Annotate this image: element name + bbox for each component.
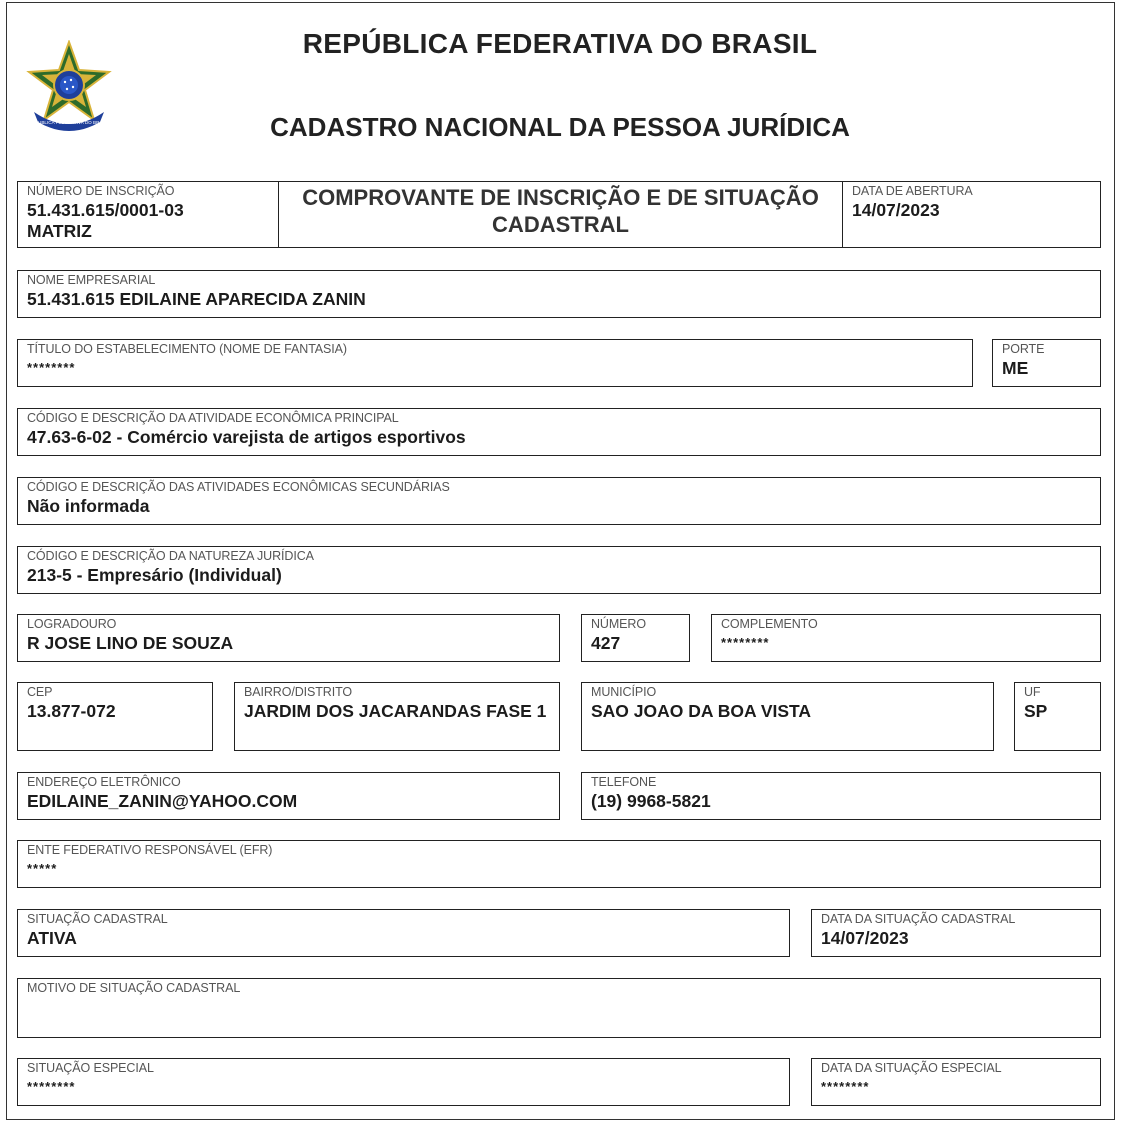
email-value: EDILAINE_ZANIN@YAHOO.COM xyxy=(27,791,298,811)
atividades-secundarias-box xyxy=(17,477,1101,525)
atividade-principal-label: CÓDIGO E DESCRIÇÃO DA ATIVIDADE ECONÔMICA PRINCIPAL xyxy=(27,411,399,425)
inscricao-label: NÚMERO DE INSCRIÇÃO xyxy=(27,184,175,198)
complemento-value: ******** xyxy=(721,635,770,650)
situacao-especial-value: ******** xyxy=(27,1079,76,1094)
document-title-line2: CADASTRAL xyxy=(492,212,629,237)
municipio-value: SAO JOAO DA BOA VISTA xyxy=(591,701,812,721)
inscricao-box xyxy=(17,181,279,248)
telefone-label: TELEFONE xyxy=(591,775,657,789)
telefone-box xyxy=(581,772,1101,820)
data-situacao-cadastral-box xyxy=(811,909,1101,957)
email-label: ENDEREÇO ELETRÔNICO xyxy=(27,775,181,789)
abertura-value: 14/07/2023 xyxy=(852,200,940,220)
email-box xyxy=(17,772,560,820)
situacao-especial-label: SITUAÇÃO ESPECIAL xyxy=(27,1061,154,1075)
situacao-cadastral-label: SITUAÇÃO CADASTRAL xyxy=(27,912,168,926)
emblem-ribbon-text: REPUBLICA FEDERATIVA DO BRASIL xyxy=(28,120,110,125)
bairro-label: BAIRRO/DISTRITO xyxy=(244,685,353,699)
nome-empresarial-label: NOME EMPRESARIAL xyxy=(27,273,156,287)
atividades-secundarias-label: CÓDIGO E DESCRIÇÃO DAS ATIVIDADES ECONÔMICAS SECUNDÁRIAS xyxy=(27,480,450,494)
municipio-label: MUNICÍPIO xyxy=(591,685,657,699)
natureza-juridica-value: 213-5 - Empresário (Individual) xyxy=(27,565,282,585)
cep-box xyxy=(17,682,213,751)
motivo-situacao-box xyxy=(17,978,1101,1038)
atividade-principal-value: 47.63-6-02 - Comércio varejista de artigos esportivos xyxy=(27,427,466,447)
motivo-situacao-label: MOTIVO DE SITUAÇÃO CADASTRAL xyxy=(27,981,241,995)
titulo-estabelecimento-label: TÍTULO DO ESTABELECIMENTO (NOME DE FANTASIA) xyxy=(27,342,347,356)
document-title-box xyxy=(278,181,843,248)
uf-value: SP xyxy=(1024,701,1048,721)
data-situacao-especial-box xyxy=(811,1058,1101,1106)
porte-value: ME xyxy=(1002,358,1029,378)
atividade-principal-box xyxy=(17,408,1101,456)
efr-value: ***** xyxy=(27,861,58,876)
porte-label: PORTE xyxy=(1002,342,1045,356)
cnpj-value: 51.431.615/0001-03 xyxy=(27,200,184,220)
nome-empresarial-value: 51.431.615 EDILAINE APARECIDA ZANIN xyxy=(27,289,366,309)
complemento-box xyxy=(711,614,1101,662)
natureza-juridica-label: CÓDIGO E DESCRIÇÃO DA NATUREZA JURÍDICA xyxy=(27,549,314,563)
titulo-estabelecimento-box xyxy=(17,339,973,387)
data-situacao-especial-value: ******** xyxy=(821,1079,870,1094)
telefone-value: (19) 9968-5821 xyxy=(591,791,711,811)
bairro-value: JARDIM DOS JACARANDAS FASE 1 xyxy=(244,701,547,721)
uf-label: UF xyxy=(1024,685,1041,699)
titulo-estabelecimento-value: ******** xyxy=(27,360,76,375)
logradouro-value: R JOSE LINO DE SOUZA xyxy=(27,633,234,653)
uf-box xyxy=(1014,682,1101,751)
complemento-label: COMPLEMENTO xyxy=(721,617,818,631)
atividades-secundarias-value: Não informada xyxy=(27,496,150,516)
porte-box xyxy=(992,339,1101,387)
efr-label: ENTE FEDERATIVO RESPONSÁVEL (EFR) xyxy=(27,843,273,857)
nome-empresarial-box xyxy=(17,270,1101,318)
data-situacao-especial-label: DATA DA SITUAÇÃO ESPECIAL xyxy=(821,1061,1002,1075)
situacao-cadastral-box xyxy=(17,909,790,957)
matriz-value: MATRIZ xyxy=(27,221,92,241)
municipio-box xyxy=(581,682,994,751)
bairro-box xyxy=(234,682,560,751)
document-title xyxy=(279,184,842,238)
efr-box xyxy=(17,840,1101,888)
country-title: REPÚBLICA FEDERATIVA DO BRASIL xyxy=(302,28,818,59)
registry-title: CADASTRO NACIONAL DA PESSOA JURÍDICA xyxy=(270,112,850,142)
situacao-especial-box xyxy=(17,1058,790,1106)
numero-label: NÚMERO xyxy=(591,617,646,631)
cep-label: CEP xyxy=(27,685,53,699)
abertura-box xyxy=(842,181,1101,248)
numero-box xyxy=(581,614,690,662)
data-situacao-cadastral-value: 14/07/2023 xyxy=(821,928,909,948)
numero-value: 427 xyxy=(591,633,621,653)
abertura-label: DATA DE ABERTURA xyxy=(852,184,973,198)
cep-value: 13.877-072 xyxy=(27,701,116,721)
logradouro-label: LOGRADOURO xyxy=(27,617,117,631)
data-situacao-cadastral-label: DATA DA SITUAÇÃO CADASTRAL xyxy=(821,912,1016,926)
situacao-cadastral-value: ATIVA xyxy=(27,928,77,948)
logradouro-box xyxy=(17,614,560,662)
document-title-line1: COMPROVANTE DE INSCRIÇÃO E DE SITUAÇÃO xyxy=(302,185,819,210)
natureza-juridica-box xyxy=(17,546,1101,594)
